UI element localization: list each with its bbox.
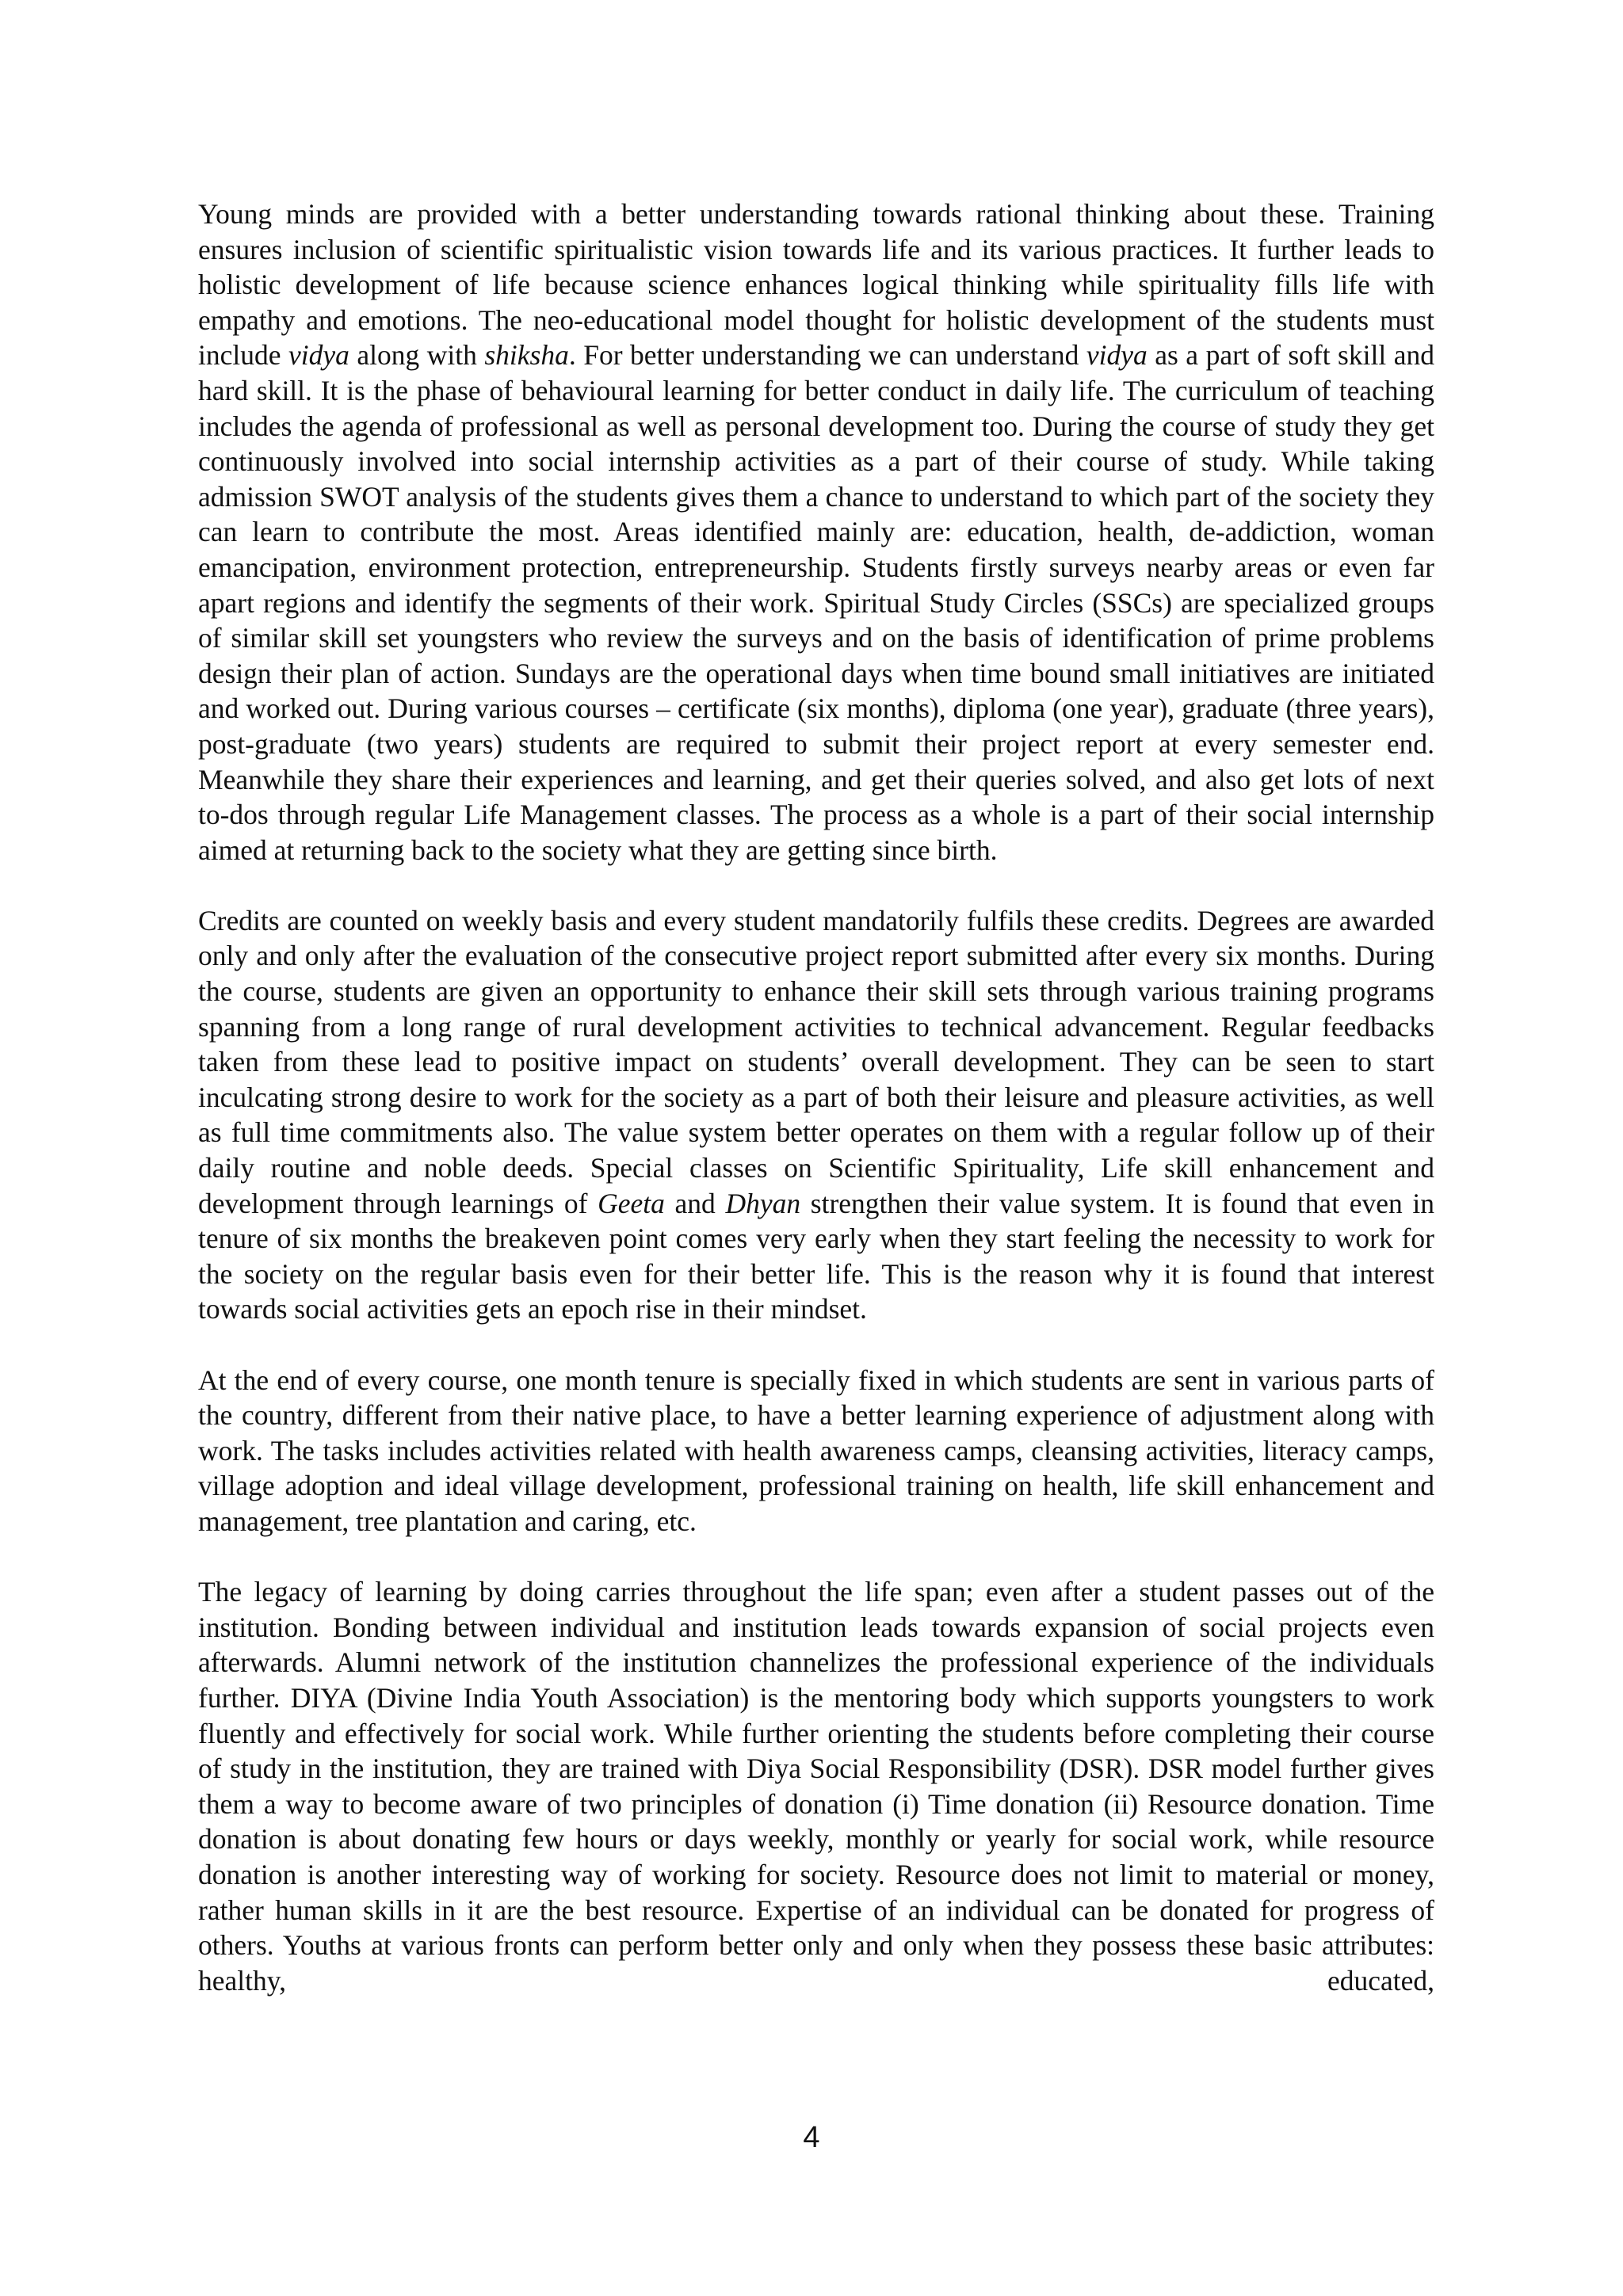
paragraph-1 — [198, 196, 1434, 868]
paragraph-1-text: . For better understanding we can understand — [568, 339, 1086, 372]
page-number: 4 — [803, 2121, 820, 2154]
italic-term-dhyan: Dhyan — [725, 1187, 801, 1219]
paragraph-3 — [198, 1363, 1434, 1539]
paragraph-4-text: The legacy of learning by doing carries throughout the life span; even after a student passes out of the institution. Bonding between individual and institution leads towards expansion of social projects even afterwards. Alumni network of the institution channelizes the professional experience of the individuals further. DIYA (Divine India Youth Association) is the mentoring body which supports youngsters to work fluently and effectively for social work. While further orienting the students before completing their course of study in the institution, they are trained with Diya Social Responsibility (DSR). DSR model further gives them a way to become aware of two principles of donation (i) Time donation (ii) Resource donation. Time donation is about donating few hours or days weekly, monthly or yearly for social work, while resource donation is another interesting way of working for society. Resource does not limit to material or money, rather human skills in it are the best resource. Expertise of an individual can be donated for progress of others. Youths at various fronts can perform better only and only when they possess these basic attributes: healthy, educated, — [198, 1576, 1434, 1997]
italic-term-vidya: vidya — [288, 339, 349, 372]
paragraph-1-text: along with — [349, 339, 485, 372]
paragraph-2 — [198, 903, 1434, 1327]
paragraph-2-text: strengthen their value system. It is found that even in tenure of six months the breakeven point comes very early when they start feeling the necessity to work for the society on the regular basis even for their better life. This is the reason why it is found that interest towards social activities gets an epoch rise in their mindset. — [198, 1187, 1434, 1325]
paragraph-2-text: and — [664, 1187, 726, 1219]
paragraph-3-text: At the end of every course, one month tenure is specially fixed in which students are sent in various parts of the country, different from their native place, to have a better learning experience of adjustment along with work. The tasks includes activities related with health awareness camps, cleansing activities, literacy camps, village adoption and ideal village development, professional training on health, life skill enhancement and management, tree plantation and caring, etc. — [198, 1363, 1434, 1537]
paragraph-4 — [198, 1574, 1434, 1998]
paragraph-1-text: Young minds are provided with a better understanding towards rational thinking about these. Training ensures inclusion of scientific spiritualistic vision towards life and its various practices. It further leads to holistic development of life because science enhances logical thinking while spirituality fills life with empathy and emotions. The neo-educational model thought for holistic development of the students must include — [198, 198, 1434, 372]
italic-term-geeta: Geeta — [598, 1187, 665, 1219]
italic-term-vidya: vidya — [1086, 339, 1148, 372]
italic-term-shiksha: shiksha — [484, 339, 569, 372]
paragraph-2-text: Credits are counted on weekly basis and every student mandatorily fulfils these credits. Degrees are awarded only and only after the evaluation of the consecutive project report submitted after every six months. During the course, students are given an opportunity to enhance their skill sets through various training programs spanning from a long range of rural development activities to technical advancement. Regular feedbacks taken from these lead to positive impact on students’ overall development. They can be seen to start inculcating strong desire to work for the society as a part of both their leisure and pleasure activities, as well as full time commitments also. The value system better operates on them with a regular follow up of their daily routine and noble deeds. Special classes on Scientific Spirituality, Life skill enhancement and development through learnings of — [198, 904, 1434, 1219]
body-text — [198, 196, 1434, 1998]
paragraph-1-text: as a part of soft skill and hard skill. It is the phase of behavioural learning for better conduct in daily life. The curriculum of teaching includes the agenda of professional as well as personal development too. During the course of study they get continuously involved into social internship activities as a part of their course of study. While taking admission SWOT analysis of the students gives them a chance to understand to which part of the society they can learn to contribute the most. Areas identified mainly are: education, health, de-addiction, woman emancipation, environment protection, entrepreneurship. Students firstly surveys nearby areas or even far apart regions and identify the segments of their work. Spiritual Study Circles (SSCs) are specialized groups of similar skill set youngsters who review the surveys and on the basis of identification of prime problems design their plan of action. Sundays are the operational days when time bound small initiatives are initiated and worked out. During various courses – certificate (six months), diploma (one year), graduate (three years), post-graduate (two years) students are required to submit their project report at every semester end. Meanwhile they share their experiences and learning, and get their queries solved, and also get lots of next to-dos through regular Life Management classes. The process as a whole is a part of their social internship aimed at returning back to the society what they are getting since birth. — [198, 339, 1434, 866]
